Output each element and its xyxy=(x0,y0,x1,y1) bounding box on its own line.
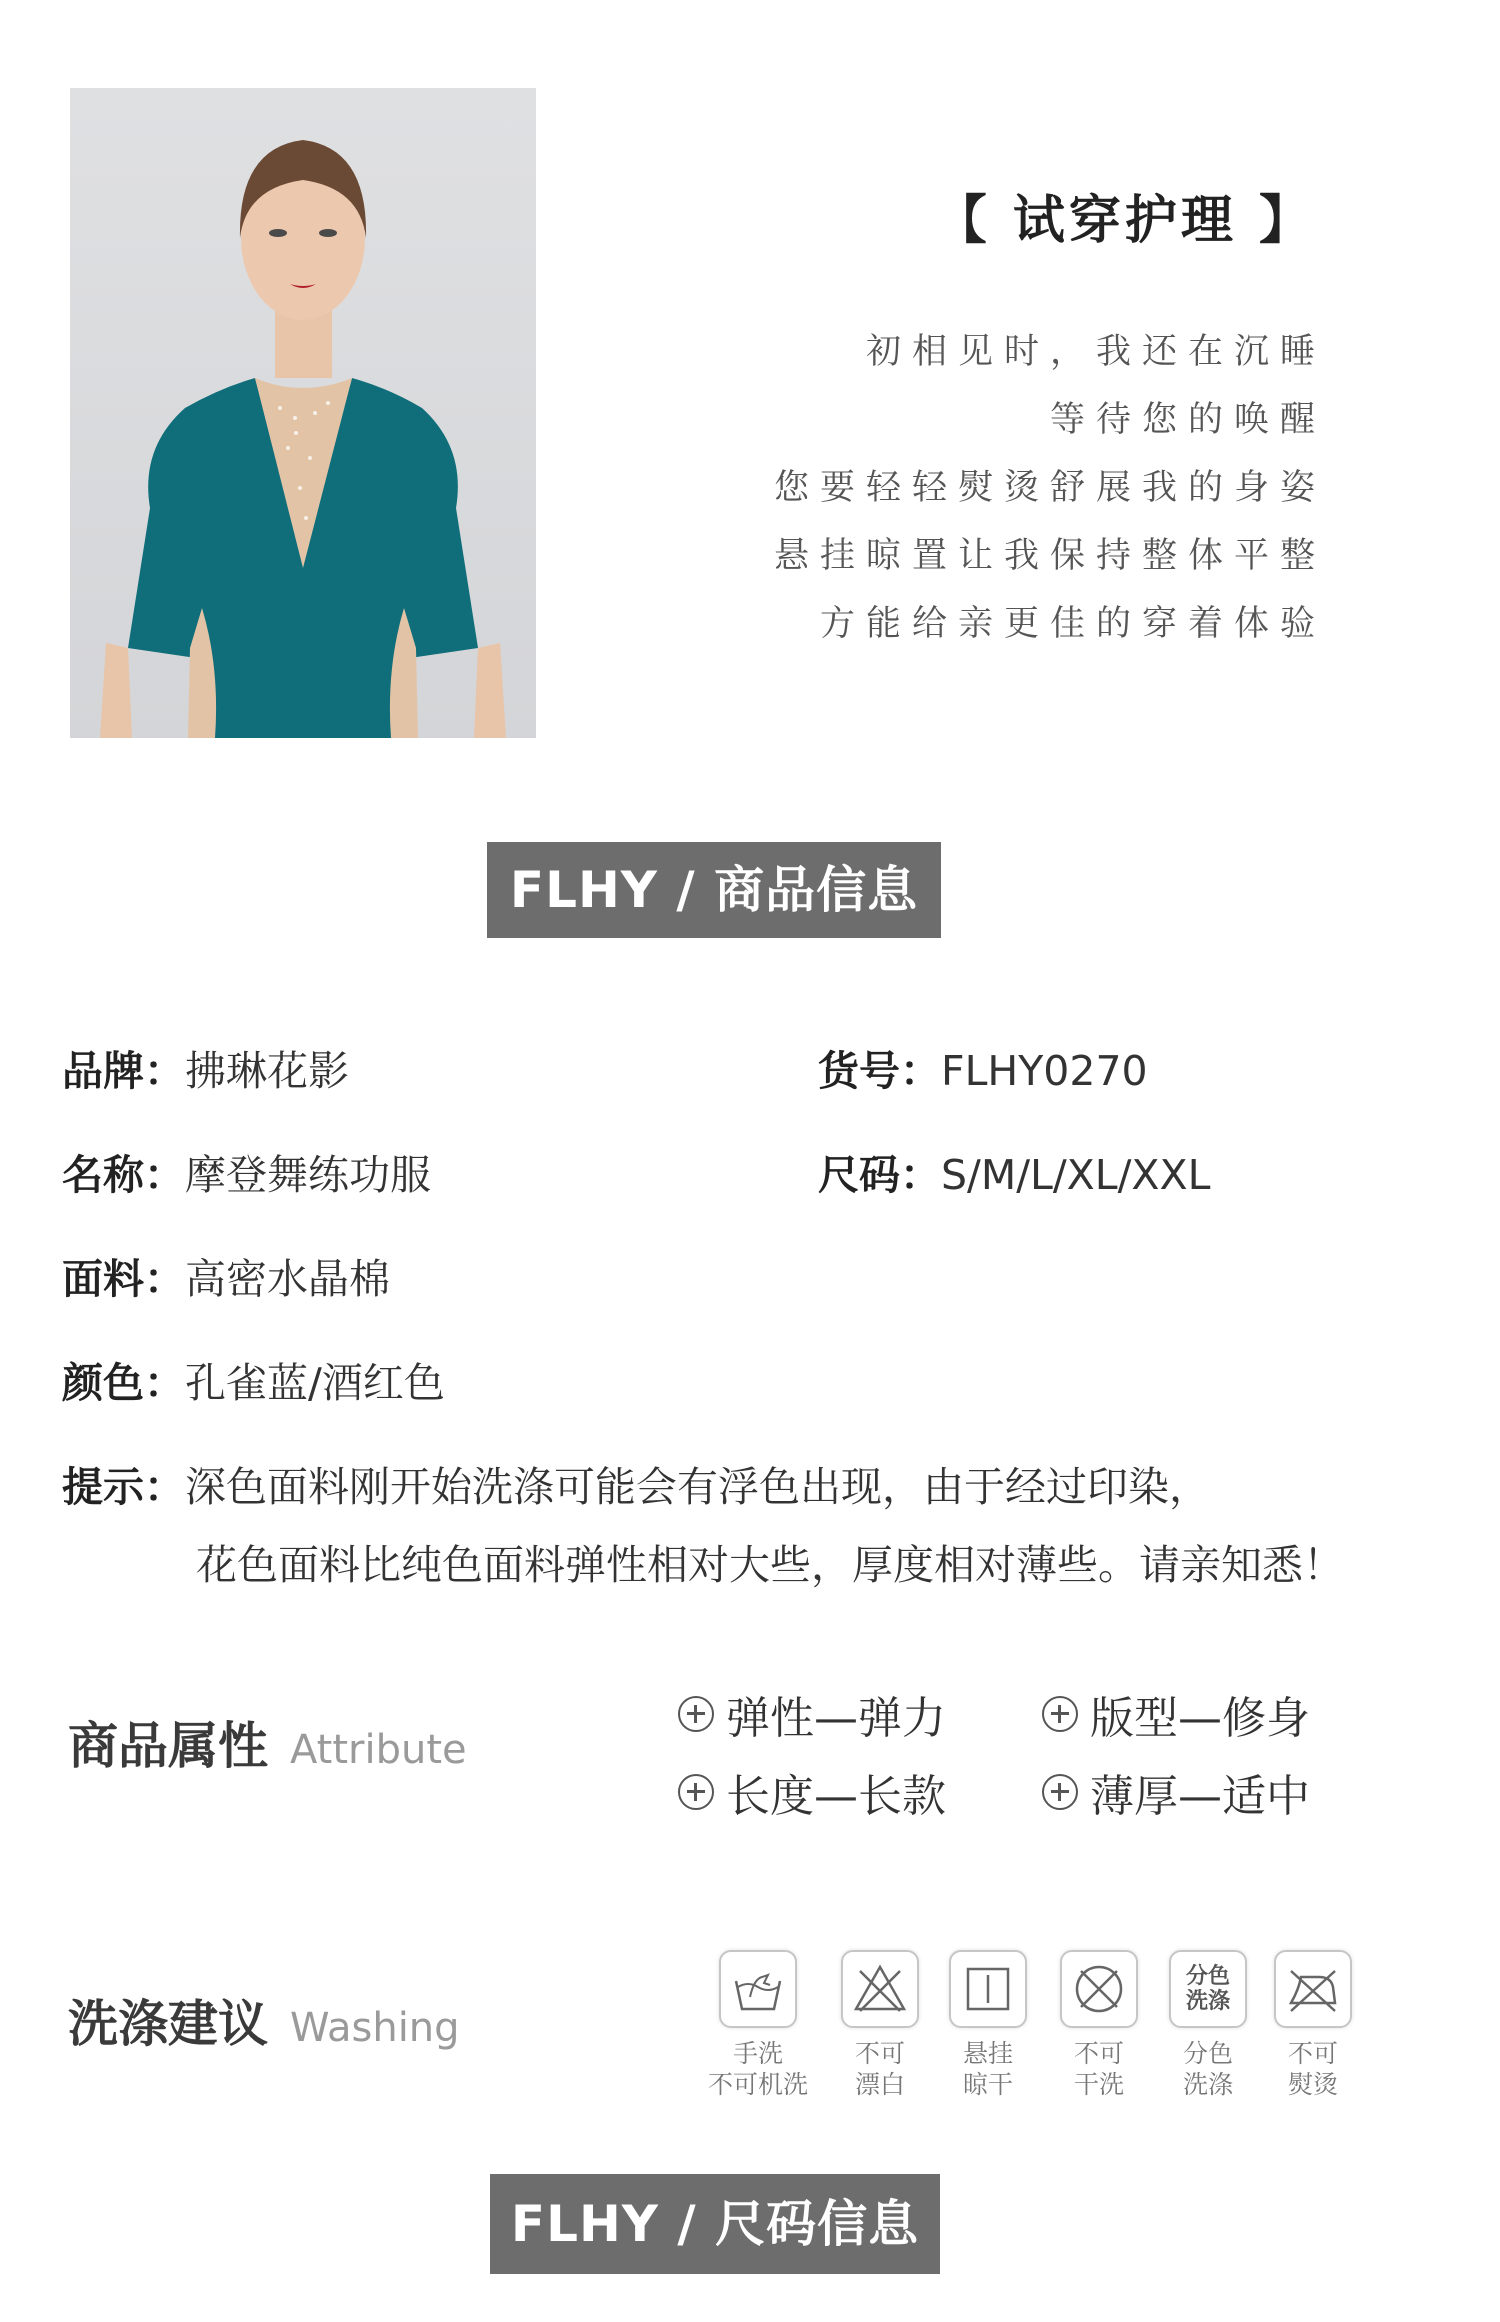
sku-value: FLHY0270 xyxy=(941,1047,1148,1095)
care-line: 悬挂晾置让我保持整体平整 xyxy=(773,536,1326,576)
color-row xyxy=(62,1358,445,1408)
attribute-item xyxy=(678,1760,946,1824)
attribute-heading xyxy=(68,1706,467,1778)
washing-heading-en: Washing xyxy=(290,2005,460,2051)
name-label: 名称： xyxy=(62,1151,185,1199)
brand-label: 品牌： xyxy=(62,1047,185,1095)
tip-row xyxy=(62,1462,1210,1512)
wash-item-no-bleach xyxy=(820,1950,940,2100)
wash-item-no-iron xyxy=(1253,1950,1373,2100)
wash-item-no-dry-clean xyxy=(1039,1950,1159,2100)
size-row xyxy=(818,1150,1210,1200)
wash-caption-1: 分色 xyxy=(1182,2039,1233,2068)
attribute-item xyxy=(1042,1682,1310,1746)
care-poem xyxy=(773,318,1326,658)
attribute-text: 版型—修身 xyxy=(1090,1693,1310,1744)
product-info-banner: FLHY / 商品信息 xyxy=(487,842,941,938)
fabric-value: 高密水晶棉 xyxy=(185,1255,390,1303)
tip-label: 提示： xyxy=(62,1463,185,1511)
color-value: 孔雀蓝/酒红色 xyxy=(185,1359,445,1407)
wash-caption-2: 洗涤 xyxy=(1182,2070,1233,2099)
brand-row xyxy=(62,1046,349,1096)
tip-line-1: 深色面料刚开始洗涤可能会有浮色出现，由于经过印染， xyxy=(185,1463,1210,1511)
attribute-text: 弹性—弹力 xyxy=(726,1693,946,1744)
color-label: 颜色： xyxy=(62,1359,185,1407)
attribute-heading-en: Attribute xyxy=(290,1727,467,1773)
separate-wash-icon xyxy=(1169,1950,1247,2028)
fabric-label: 面料： xyxy=(62,1255,185,1303)
wash-caption-1: 不可 xyxy=(1073,2039,1124,2068)
no-bleach-icon xyxy=(841,1950,919,2028)
sku-label: 货号： xyxy=(818,1047,941,1095)
plus-circle-icon xyxy=(678,1696,714,1732)
wash-item-separate-wash xyxy=(1148,1950,1268,2100)
name-row xyxy=(62,1150,431,1200)
attribute-item xyxy=(678,1682,946,1746)
name-value: 摩登舞练功服 xyxy=(185,1151,431,1199)
model-illustration xyxy=(70,88,536,738)
wash-caption-2: 晾干 xyxy=(962,2070,1013,2099)
wash-caption-2: 不可机洗 xyxy=(707,2070,808,2099)
size-info-banner: FLHY / 尺码信息 xyxy=(490,2174,940,2274)
attribute-text: 薄厚—适中 xyxy=(1090,1771,1310,1822)
wash-caption-1: 悬挂 xyxy=(962,2039,1013,2068)
size-label: 尺码： xyxy=(818,1151,941,1199)
wash-item-hand-wash xyxy=(698,1950,818,2100)
size-value: S/M/L/XL/XXL xyxy=(941,1151,1211,1199)
attribute-heading-cn: 商品属性 xyxy=(68,1717,268,1775)
wash-caption-1: 手洗 xyxy=(732,2039,783,2068)
brand-value: 拂琳花影 xyxy=(185,1047,349,1095)
washing-heading xyxy=(68,1984,460,2056)
wash-caption-2: 熨烫 xyxy=(1287,2070,1338,2099)
tip-line-2: 花色面料比纯色面料弹性相对大些，厚度相对薄些。请亲知悉！ xyxy=(196,1541,1344,1589)
plus-circle-icon xyxy=(1042,1774,1078,1810)
wash-caption-1: 不可 xyxy=(854,2039,905,2068)
hang-dry-icon xyxy=(949,1950,1027,2028)
fabric-row xyxy=(62,1254,390,1304)
attribute-text: 长度—长款 xyxy=(726,1771,946,1822)
care-line: 您要轻轻熨烫舒展我的身姿 xyxy=(773,468,1326,508)
plus-circle-icon xyxy=(1042,1696,1078,1732)
no-dry-clean-icon xyxy=(1060,1950,1138,2028)
icon-text-2: 洗涤 xyxy=(1185,1989,1230,2014)
care-line: 方能给亲更佳的穿着体验 xyxy=(819,604,1326,644)
wash-caption-2: 漂白 xyxy=(854,2070,905,2099)
care-title: 【 试穿护理 】 xyxy=(934,191,1315,251)
plus-circle-icon xyxy=(678,1774,714,1810)
hand-wash-icon xyxy=(719,1950,797,2028)
attribute-item xyxy=(1042,1760,1310,1824)
wash-caption-2: 干洗 xyxy=(1073,2070,1124,2099)
sku-row xyxy=(818,1046,1148,1096)
care-line: 等待您的唤醒 xyxy=(1049,400,1326,440)
model-photo xyxy=(70,88,536,738)
washing-heading-cn: 洗涤建议 xyxy=(68,1995,268,2053)
no-iron-icon xyxy=(1274,1950,1352,2028)
icon-text-1: 分色 xyxy=(1185,1964,1230,1989)
wash-caption-1: 不可 xyxy=(1287,2039,1338,2068)
wash-item-hang-dry xyxy=(928,1950,1048,2100)
care-line: 初相见时，我还在沉睡 xyxy=(865,332,1326,372)
